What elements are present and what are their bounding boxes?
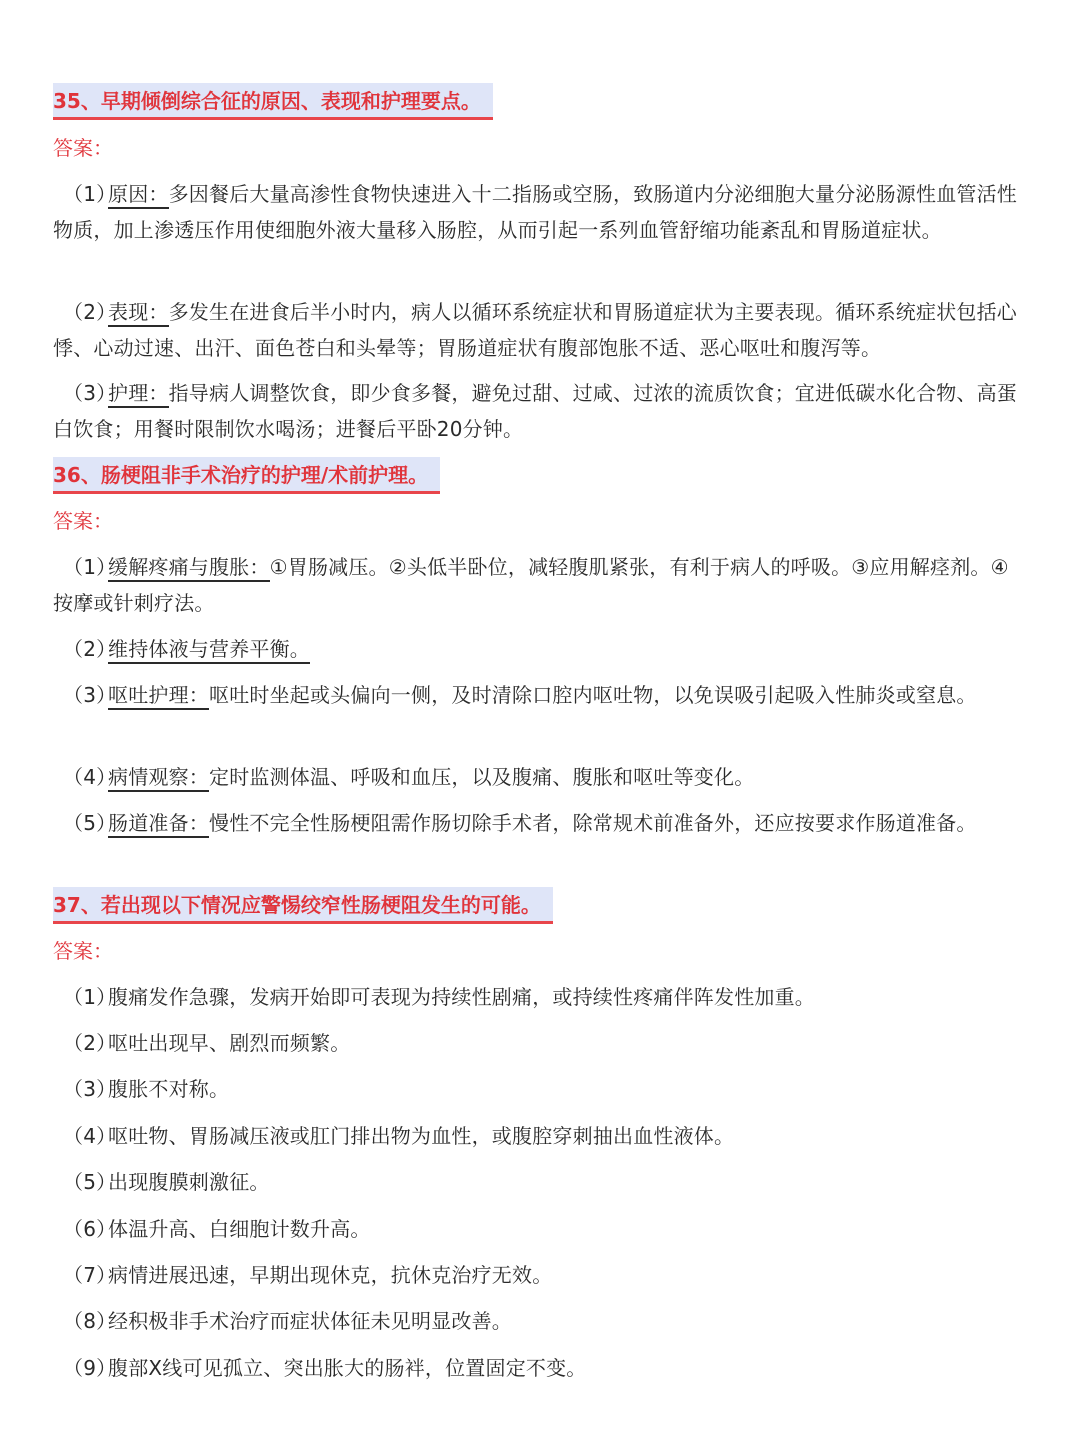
item-text: 腹痛发作急骤，发病开始即可表现为持续性剧痛，或持续性疼痛伴阵发性加重。 [108, 985, 815, 1009]
item-text: 体温升高、白细胞计数升高。 [108, 1217, 371, 1241]
item-number: （1） [63, 555, 117, 579]
item-text: 多因餐后大量高渗性食物快速进入十二指肠或空肠，致肠道内分泌细胞大量分泌肠源性血管活性物质，加上渗透压作用使细胞外液大量移入肠腔，从而引起一系列血管舒缩功能紊乱和胃肠道症状。 [53, 182, 1018, 242]
answer-37-item-1 [53, 979, 1027, 1015]
item-number: （2） [63, 637, 117, 661]
answer-37-item-5 [53, 1164, 1027, 1200]
item-key: 护理： [108, 381, 169, 408]
item-text: 定时监测体温、呼吸和血压，以及腹痛、腹胀和呕吐等变化。 [209, 765, 755, 789]
item-number: （4） [63, 1124, 117, 1148]
item-key: 呕吐护理： [108, 683, 209, 710]
item-number: （4） [63, 765, 117, 789]
answer-37-item-2 [53, 1025, 1027, 1061]
item-number: （1） [63, 985, 117, 1009]
item-number: （6） [63, 1217, 117, 1241]
item-number: （3） [63, 683, 117, 707]
answer-35-item-3 [53, 375, 1027, 447]
item-key: 表现： [108, 300, 169, 327]
item-number: （2） [63, 1031, 117, 1055]
answer-36-item-2 [53, 631, 1027, 667]
item-number: （3） [63, 1077, 117, 1101]
item-text: 腹部X线可见孤立、突出胀大的肠袢，位置固定不变。 [108, 1356, 587, 1380]
answer-37-item-6 [53, 1211, 1027, 1247]
answer-37-item-9 [53, 1350, 1027, 1386]
item-number: （9） [63, 1356, 117, 1380]
answer-36-item-4 [53, 759, 1027, 795]
answer-36-item-1 [53, 549, 1027, 621]
item-text: 指导病人调整饮食，即少食多餐，避免过甜、过咸、过浓的流质饮食；宜进低碳水化合物、高蛋白饮食；用餐时限制饮水喝汤；进餐后平卧20分钟。 [53, 381, 1018, 441]
answer-35-label: 答案： [53, 136, 113, 160]
answer-35-item-1 [53, 176, 1027, 248]
item-text: 呕吐出现早、剧烈而频繁。 [108, 1031, 351, 1055]
answer-37-label: 答案： [53, 939, 113, 963]
answer-36-item-3 [53, 677, 1027, 713]
item-text: 多发生在进食后半小时内，病人以循环系统症状和胃肠道症状为主要表现。循环系统症状包括心悸、心动过速、出汗、面色苍白和头晕等；胃肠道症状有腹部饱胀不适、恶心呕吐和腹泻等。 [53, 300, 1018, 360]
item-number: （5） [63, 811, 117, 835]
item-key: 肠道准备： [108, 811, 209, 838]
question-36-title: 36、肠梗阻非手术治疗的护理/术前护理。 [53, 457, 440, 494]
item-text: 呕吐时坐起或头偏向一侧，及时清除口腔内呕吐物，以免误吸引起吸入性肺炎或窒息。 [209, 683, 977, 707]
item-key: 缓解疼痛与腹胀： [108, 555, 270, 582]
answer-36-label: 答案： [53, 509, 113, 533]
item-text: 经积极非手术治疗而症状体征未见明显改善。 [108, 1309, 512, 1333]
answer-37-item-3 [53, 1071, 1027, 1107]
question-37-title: 37、若出现以下情况应警惕绞窄性肠梗阻发生的可能。 [53, 887, 553, 924]
answer-36-item-5 [53, 805, 1027, 841]
item-number: （1） [63, 182, 117, 206]
item-text: 出现腹膜刺激征。 [108, 1170, 270, 1194]
item-number: （3） [63, 381, 117, 405]
item-number: （5） [63, 1170, 117, 1194]
answer-37-item-8 [53, 1303, 1027, 1339]
question-35-title: 35、早期倾倒综合征的原因、表现和护理要点。 [53, 83, 493, 120]
item-text: 慢性不完全性肠梗阻需作肠切除手术者，除常规术前准备外，还应按要求作肠道准备。 [209, 811, 977, 835]
answer-35-item-2 [53, 294, 1027, 366]
item-number: （8） [63, 1309, 117, 1333]
item-key: 原因： [108, 182, 169, 209]
item-text: 呕吐物、胃肠减压液或肛门排出物为血性，或腹腔穿刺抽出血性液体。 [108, 1124, 735, 1148]
answer-37-item-7 [53, 1257, 1027, 1293]
item-text: 病情进展迅速，早期出现休克，抗休克治疗无效。 [108, 1263, 553, 1287]
item-key: 病情观察： [108, 765, 209, 792]
item-text: 腹胀不对称。 [108, 1077, 230, 1101]
item-key: 维持体液与营养平衡。 [108, 637, 310, 664]
item-text: ①胃肠减压。②头低半卧位，减轻腹肌紧张，有利于病人的呼吸。③应用解痉剂。④按摩或针刺疗法。 [53, 555, 1009, 615]
item-number: （7） [63, 1263, 117, 1287]
item-number: （2） [63, 300, 117, 324]
answer-37-item-4 [53, 1118, 1027, 1154]
